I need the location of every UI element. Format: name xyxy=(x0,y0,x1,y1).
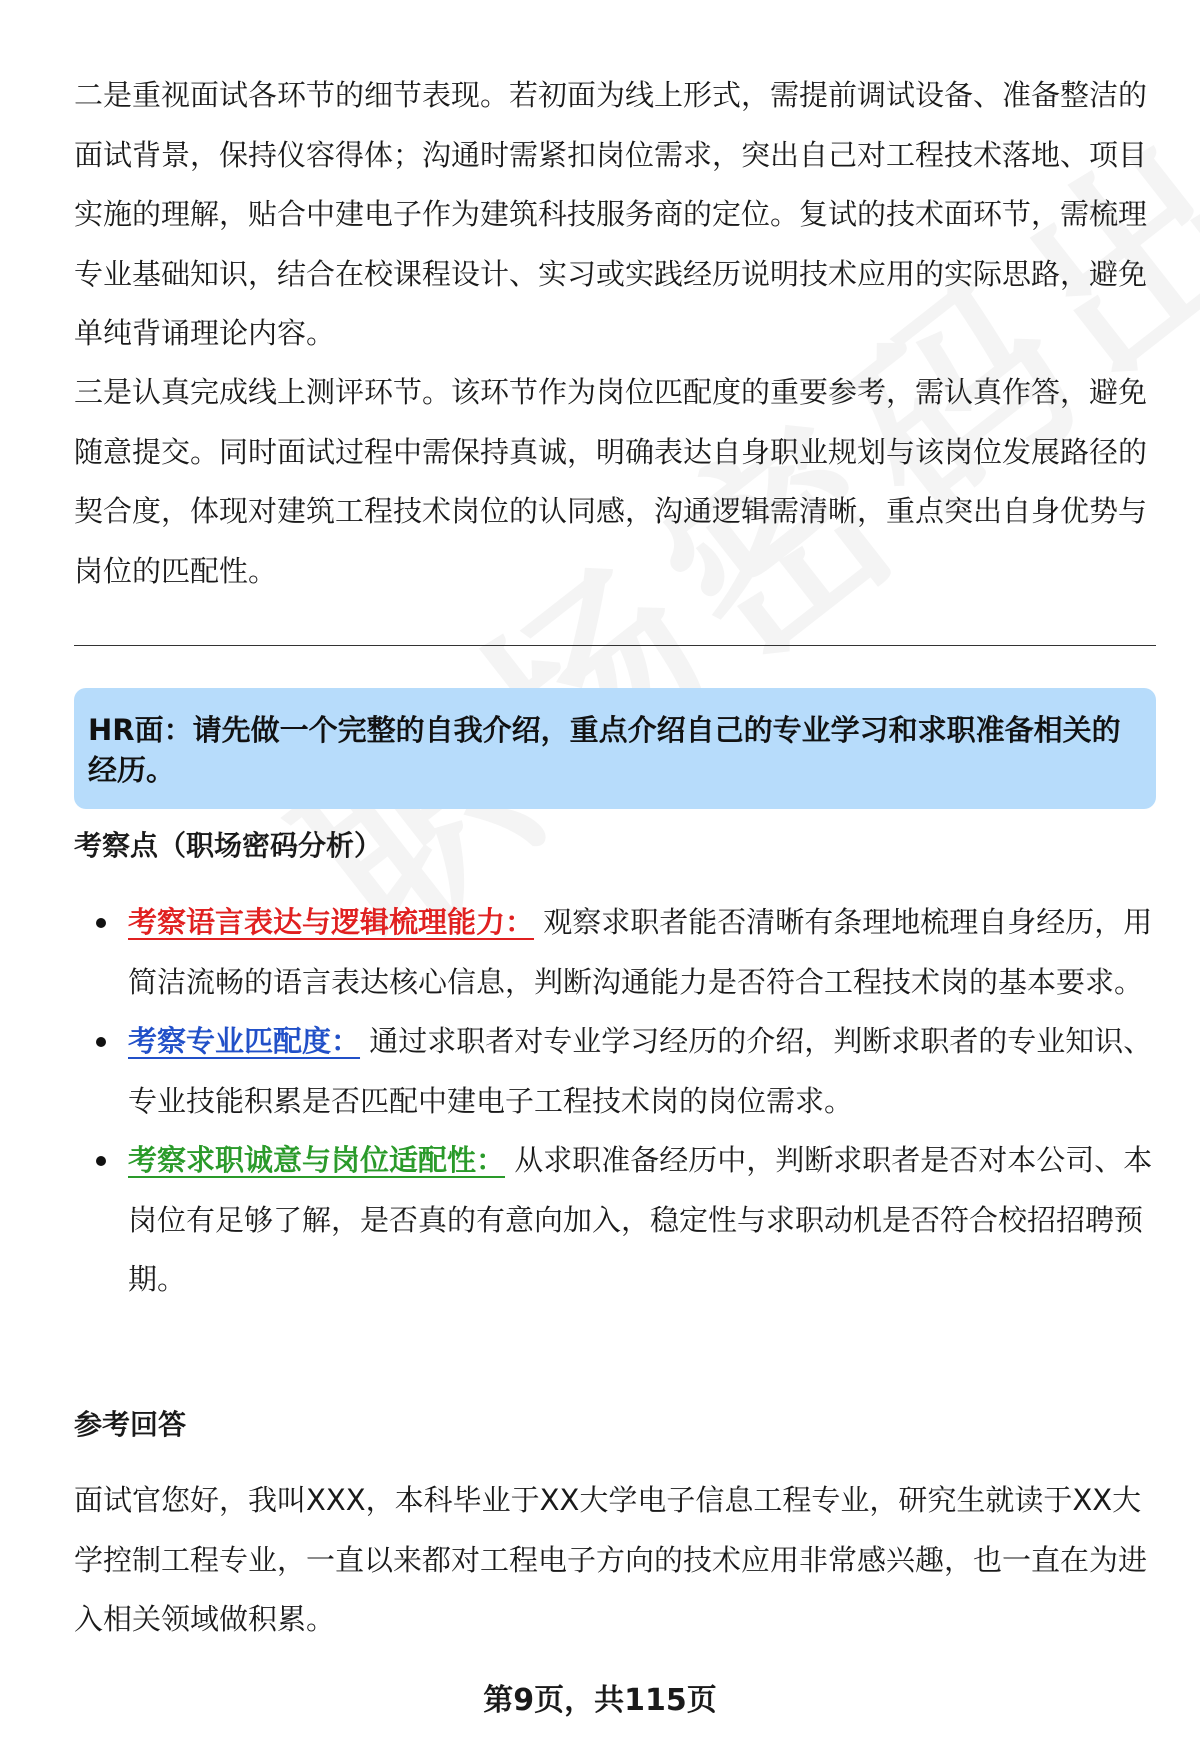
analysis-heading: 考察点（职场密码分析） xyxy=(74,829,383,862)
question-text: HR面：请先做一个完整的自我介绍，重点介绍自己的专业学习和求职准备相关的经历。 xyxy=(88,713,1121,787)
bullet-icon xyxy=(96,1156,106,1166)
bullet-icon xyxy=(96,1037,106,1047)
paragraph-online-assessment: 三是认真完成线上测评环节。该环节作为岗位匹配度的重要参考，需认真作答，避免随意提交。同时面试过程中需保持真诚，明确表达自身职业规划与该岗位发展路径的契合度，体现对建筑工程技术岗位的认同感，沟通逻辑需清晰，重点突出自身优势与岗位的匹配性。 xyxy=(74,375,1148,588)
point-key: 考察语言表达与逻辑梳理能力： xyxy=(128,905,535,939)
question-box xyxy=(74,688,1156,809)
point-text: 从求职准备经历中，判断求职者是否对本公司、本岗位有足够了解，是否真的有意向加入，稳定性与求职动机是否符合校招招聘预期。 xyxy=(128,1143,1153,1296)
list-item xyxy=(74,893,1156,1012)
answer-heading: 参考回答 xyxy=(74,1408,187,1441)
point-key: 考察求职诚意与岗位适配性： xyxy=(128,1143,506,1177)
point-text: 观察求职者能否清晰有条理地梳理自身经历，用简洁流畅的语言表达核心信息，判断沟通能力是否符合工程技术岗的基本要求。 xyxy=(128,905,1153,999)
analysis-list xyxy=(74,893,1156,1310)
paragraph-interview-details: 二是重视面试各环节的细节表现。若初面为线上形式，需提前调试设备、准备整洁的面试背景，保持仪容得体；沟通时需紧扣岗位需求，突出自己对工程技术落地、项目实施的理解，贴合中建电子作为建筑科技服务商的定位。复试的技术面环节，需梳理专业基础知识，结合在校课程设计、实习或实践经历说明技术应用的实际思路，避免单纯背诵理论内容。 xyxy=(74,78,1148,350)
point-key: 考察专业匹配度： xyxy=(128,1024,361,1058)
answer-paragraph: 面试官您好，我叫XXX，本科毕业于XX大学电子信息工程专业，研究生就读于XX大学控制工程专业，一直以来都对工程电子方向的技术应用非常感兴趣，也一直在为进入相关领域做积累。 xyxy=(74,1483,1148,1636)
point-text: 通过求职者对专业学习经历的介绍，判断求职者的专业知识、专业技能积累是否匹配中建电子工程技术岗的岗位需求。 xyxy=(128,1024,1153,1118)
list-item xyxy=(74,1131,1156,1310)
page-number: 第9页，共115页 xyxy=(483,1683,717,1718)
bullet-icon xyxy=(96,918,106,928)
divider xyxy=(74,645,1156,646)
list-item xyxy=(74,1012,1156,1131)
